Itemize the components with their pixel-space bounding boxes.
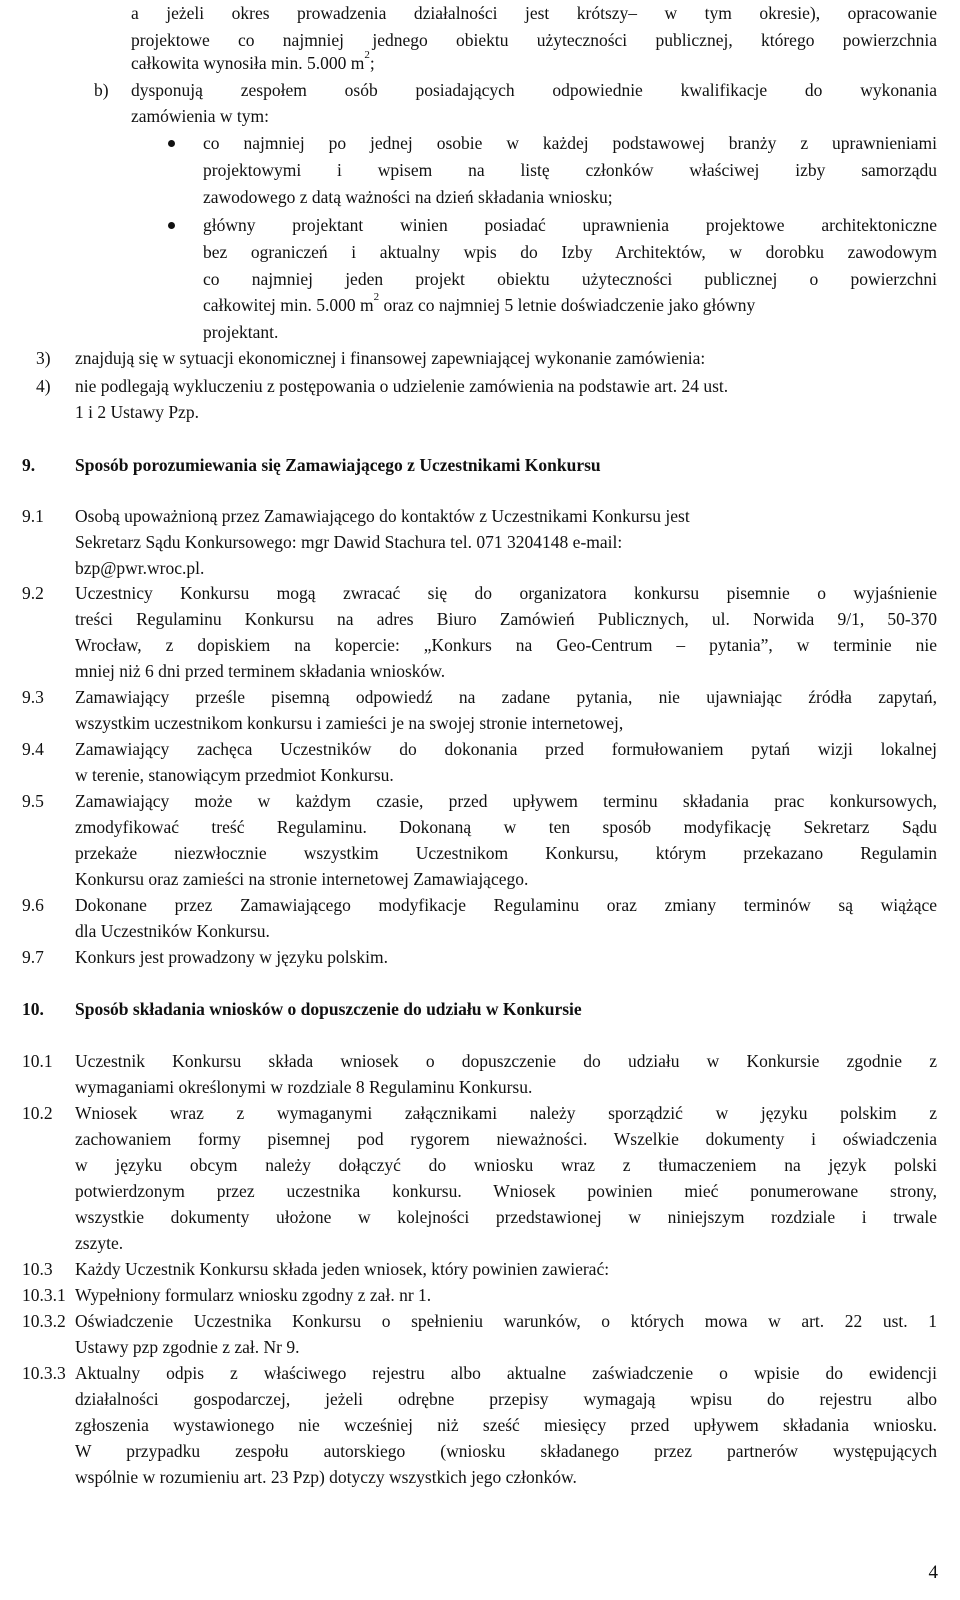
paragraph-number: 10.3.1 <box>22 1285 66 1305</box>
text-line: bez ograniczeń i aktualny wpis do Izby Architektów, w dorobku zawodowym <box>203 242 937 262</box>
text-line: co najmniej po jednej osobie w każdej podstawowej branży z uprawnieniami <box>203 133 937 153</box>
text-line: w języku obcym należy dołączyć do wniosku wraz z tłumaczeniem na język polski <box>75 1155 937 1175</box>
paragraph-number: 9.1 <box>22 506 44 526</box>
text-line: wszystkie dokumenty ułożone w kolejności przedstawionej w niniejszym rozdziale i trwale <box>75 1207 937 1227</box>
text-line: dysponują zespołem osób posiadających odpowiednie kwalifikacje do wykonania <box>131 80 937 100</box>
text-line: w terenie, stanowiącym przedmiot Konkursu. <box>75 765 394 785</box>
text-line: Aktualny odpis z właściwego rejestru albo aktualne zaświadczenie o wpisie do ewidencji <box>75 1363 937 1383</box>
list-label: 3) <box>36 348 51 368</box>
text-line: Osobą upoważnioną przez Zamawiającego do kontaktów z Uczestnikami Konkursu jest <box>75 506 690 526</box>
text-line: treści Regulaminu Konkursu na adres Biuro Zamówień Publicznych, ul. Norwida 9/1, 50-370 <box>75 609 937 629</box>
text-line: potwierdzonym przez uczestnika konkursu. Wniosek powinien mieć ponumerowane strony, <box>75 1181 937 1201</box>
text-line: Każdy Uczestnik Konkursu składa jeden wniosek, który powinien zawierać: <box>75 1259 610 1279</box>
text-line: zawodowego z datą ważności na dzień składania wniosku; <box>203 187 613 207</box>
paragraph-number: 9.4 <box>22 739 44 759</box>
email-text: bzp@pwr.wroc.pl. <box>75 558 205 578</box>
list-label: b) <box>94 80 109 100</box>
text-line: Ustawy pzp zgodnie z zał. Nr 9. <box>75 1337 300 1357</box>
bullet-icon <box>168 140 175 147</box>
paragraph-number: 9.7 <box>22 947 44 967</box>
page-number: 4 <box>928 1562 938 1583</box>
text-line: działalności gospodarczej, jeżeli odrębne przepisy wymagają wpisu do rejestru albo <box>75 1389 937 1409</box>
text-line: Zamawiający zachęca Uczestników do dokonania przed formułowaniem pytań wizji lokalnej <box>75 739 937 759</box>
text-line: zgłoszenia wystawionego nie wcześniej niż sześć miesięcy przed upływem składania wniosku. <box>75 1415 937 1435</box>
section-number: 9. <box>22 455 36 475</box>
text-line: Uczestnik Konkursu składa wniosek o dopuszczenie do udziału w Konkursie zgodnie z <box>75 1051 937 1071</box>
paragraph-number: 9.5 <box>22 791 44 811</box>
paragraph-number: 10.1 <box>22 1051 53 1071</box>
text-line: Wniosek wraz z wymaganymi załącznikami należy sporządzić w języku polskim z <box>75 1103 937 1123</box>
text-line: całkowitej min. 5.000 $m^2$ oraz co najmniej 5 letnie doświadczenie jako główny <box>203 291 756 315</box>
section-title: Sposób składania wniosków o dopuszczenie do udziału w Konkursie <box>75 999 582 1019</box>
text-line: Wypełniony formularz wniosku zgodny z zał. nr 1. <box>75 1285 432 1305</box>
text-line: wszystkim uczestnikom konkursu i zamieści je na swojej stronie internetowej, <box>75 713 624 733</box>
text-line: co najmniej jeden projekt obiektu użyteczności publicznej o powierzchni <box>203 269 937 289</box>
text-line: wspólnie w rozumieniu art. 23 Pzp) dotyczy wszystkich jego członków. <box>75 1467 577 1487</box>
text-line: Wrocław, z dopiskiem na kopercie: „Konkurs na Geo-Centrum – pytania”, w terminie nie <box>75 635 937 655</box>
paragraph-number: 9.3 <box>22 687 44 707</box>
text-line: Oświadczenie Uczestnika Konkursu o spełnieniu warunków, o których mowa w art. 22 ust. 1 <box>75 1311 937 1331</box>
paragraph-number: 10.2 <box>22 1103 53 1123</box>
text-line: Dokonane przez Zamawiającego modyfikacje Regulaminu oraz zmiany terminów są wiążące <box>75 895 937 915</box>
text-line: Zamawiający może w każdym czasie, przed upływem terminu składania prac konkursowych, <box>75 791 937 811</box>
text-line: nie podlegają wykluczeniu z postępowania o udzielenie zamówienia na podstawie art. 24 ust. <box>75 376 729 396</box>
text-line: zachowaniem formy pisemnej pod rygorem nieważności. Wszelkie dokumenty i oświadczenia <box>75 1129 937 1149</box>
text-line: Uczestnicy Konkursu mogą zwracać się do organizatora konkursu pisemnie o wyjaśnienie <box>75 583 937 603</box>
text-line: główny projektant winien posiadać uprawnienia projektowe architektoniczne <box>203 215 937 235</box>
text-line: zamówienia w tym: <box>131 106 270 126</box>
list-label: 4) <box>36 376 51 396</box>
paragraph-number: 9.2 <box>22 583 44 603</box>
text-line: znajdują się w sytuacji ekonomicznej i finansowej zapewniającej wykonanie zamówienia: <box>75 348 706 368</box>
bullet-icon <box>168 222 175 229</box>
paragraph-number: 10.3.3 <box>22 1363 66 1383</box>
text-line: projektowymi i wpisem na listę członków właściwej izby samorządu <box>203 160 937 180</box>
section-title: Sposób porozumiewania się Zamawiającego z Uczestnikami Konkursu <box>75 455 601 475</box>
text-line: 1 i 2 Ustawy Pzp. <box>75 402 199 422</box>
text-line: mniej niż 6 dni przed terminem składania wniosków. <box>75 661 446 681</box>
text-line: przekaże niezwłocznie wszystkim Uczestnikom Konkursu, którym przekazano Regulamin <box>75 843 937 863</box>
text-line: W przypadku zespołu autorskiego (wniosku składanego przez partnerów występujących <box>75 1441 937 1461</box>
text-line: Sekretarz Sądu Konkursowego: mgr Dawid Stachura tel. 071 3204148 e-mail: <box>75 532 623 552</box>
text-line: wymaganiami określonymi w rozdziale 8 Regulaminu Konkursu. <box>75 1077 533 1097</box>
text-line: całkowita wynosiła min. 5.000 $m^2$; <box>131 49 375 73</box>
text-line: projektowe co najmniej jednego obiektu użyteczności publicznej, którego powierzchnia <box>131 30 937 50</box>
section-number: 10. <box>22 999 44 1019</box>
text-line: dla Uczestników Konkursu. <box>75 921 270 941</box>
text-line: Konkursu oraz zamieści na stronie internetowej Zamawiającego. <box>75 869 529 889</box>
text-line: Zamawiający prześle pisemną odpowiedź na zadane pytania, nie ujawniając źródła zapytań, <box>75 687 937 707</box>
text-line: projektant. <box>203 322 279 342</box>
text-line: zszyte. <box>75 1233 124 1253</box>
text-line: zmodyfikować treść Regulaminu. Dokonaną w ten sposób modyfikację Sekretarz Sądu <box>75 817 937 837</box>
text-line: Konkurs jest prowadzony w języku polskim. <box>75 947 389 967</box>
text-line: a jeżeli okres prowadzenia działalności jest krótszy– w tym okresie), opracowanie <box>131 3 937 23</box>
paragraph-number: 10.3.2 <box>22 1311 66 1331</box>
paragraph-number: 10.3 <box>22 1259 53 1279</box>
paragraph-number: 9.6 <box>22 895 44 915</box>
